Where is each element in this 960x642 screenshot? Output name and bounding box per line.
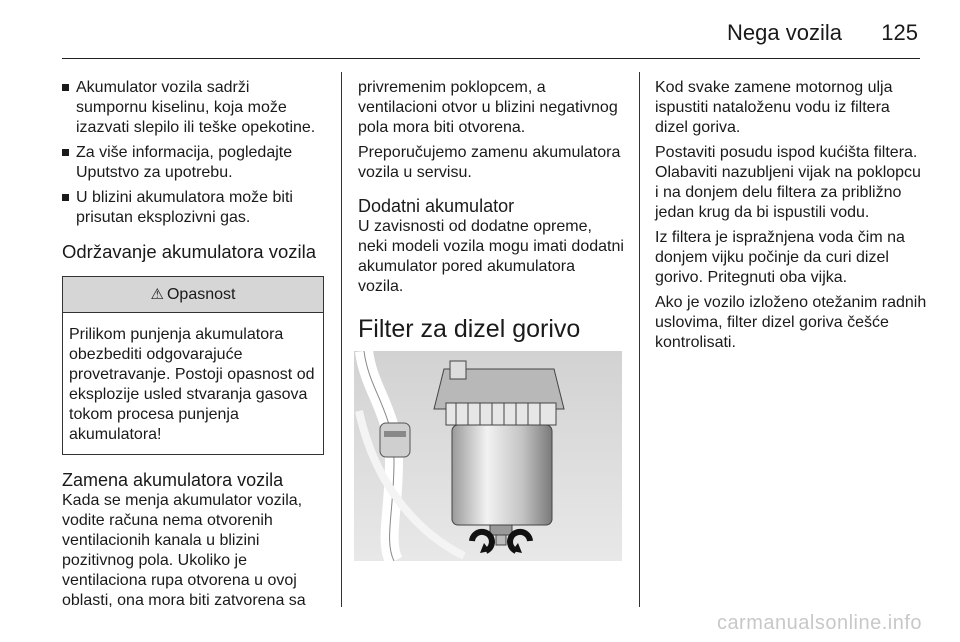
header-divider	[62, 58, 920, 59]
safety-bullet-list	[62, 78, 324, 228]
paragraph-drain-water: Kod svake zamene motornog ulja ispustiti nataloženu vodu iz filtera dizel goriva.	[655, 79, 893, 136]
column-divider-2	[639, 72, 640, 607]
column-3	[655, 78, 927, 358]
heading-battery-maintenance: Održavanje akumulatora vozila	[62, 241, 316, 262]
replacement-paragraph: Kada se menja akumulator vozila, vodite računa nema otvorenih ventilacionih kanala u blizini pozitivnog pola. Ukoliko je ventilaciona rupa otvorena u ovoj oblasti, ona mora biti zatvorena sa	[62, 492, 306, 609]
continuation-paragraph: privremenim poklopcem, a ventilacioni otvor u blizini negativnog pola mora biti otvorena.	[358, 79, 618, 136]
column-2	[358, 78, 624, 561]
diesel-filter-illustration	[354, 351, 622, 561]
danger-warning-box	[62, 276, 324, 455]
page-number: 125	[881, 20, 918, 45]
paragraph-loosen-screw: Postaviti posudu ispod kućišta filtera. Olabaviti nazubljeni vijak na poklopcu i na donjem delu filtera za približno jedan krug da bi ispustili vodu.	[655, 144, 921, 221]
paragraph-tighten-screws: Iz filtera je ispražnjena voda čim na donjem vijku počinje da curi dizel gorivo. Pritegnuti oba vijka.	[655, 229, 905, 286]
watermark: carmanualsonline.info	[716, 612, 922, 634]
section-title: Nega vozila	[727, 20, 842, 45]
paragraph-harsh-conditions: Ako je vozilo izloženo otežanim radnih uslovima, filter dizel goriva češće kontrolisati.	[655, 294, 927, 351]
heading-diesel-filter: Filter za dizel gorivo	[358, 315, 581, 343]
warning-triangle-icon: ⚠	[150, 286, 164, 303]
auxiliary-battery-paragraph: U zavisnosti od dodatne opreme, neki modeli vozila mogu imati dodatni akumulator pored akumulatora vozila.	[358, 218, 624, 295]
warning-title: Opasnost	[166, 286, 236, 303]
bullet-item: Akumulator vozila sadrži sumpornu kiselinu, koja može izazvati slepilo ili teške opekotine.	[62, 78, 324, 138]
heading-battery-replacement: Zamena akumulatora vozila	[62, 470, 284, 490]
bullet-item: Za više informacija, pogledajte Uputstvo za upotrebu.	[62, 143, 324, 183]
warning-header	[63, 277, 323, 313]
warning-text: Prilikom punjenja akumulatora obezbediti odgovarajuće provetravanje. Postoji opasnost od eksplozije usled stvaranja gasova tokom procesa punjenja akumulatora!	[69, 326, 315, 443]
heading-auxiliary-battery: Dodatni akumulator	[358, 196, 515, 216]
page-header	[0, 18, 960, 48]
bullet-item: U blizini akumulatora može biti prisutan eksplozivni gas.	[62, 188, 324, 228]
column-1	[62, 78, 324, 616]
recommendation-paragraph: Preporučujemo zamenu akumulatora vozila u servisu.	[358, 144, 621, 181]
column-divider-1	[341, 72, 342, 607]
